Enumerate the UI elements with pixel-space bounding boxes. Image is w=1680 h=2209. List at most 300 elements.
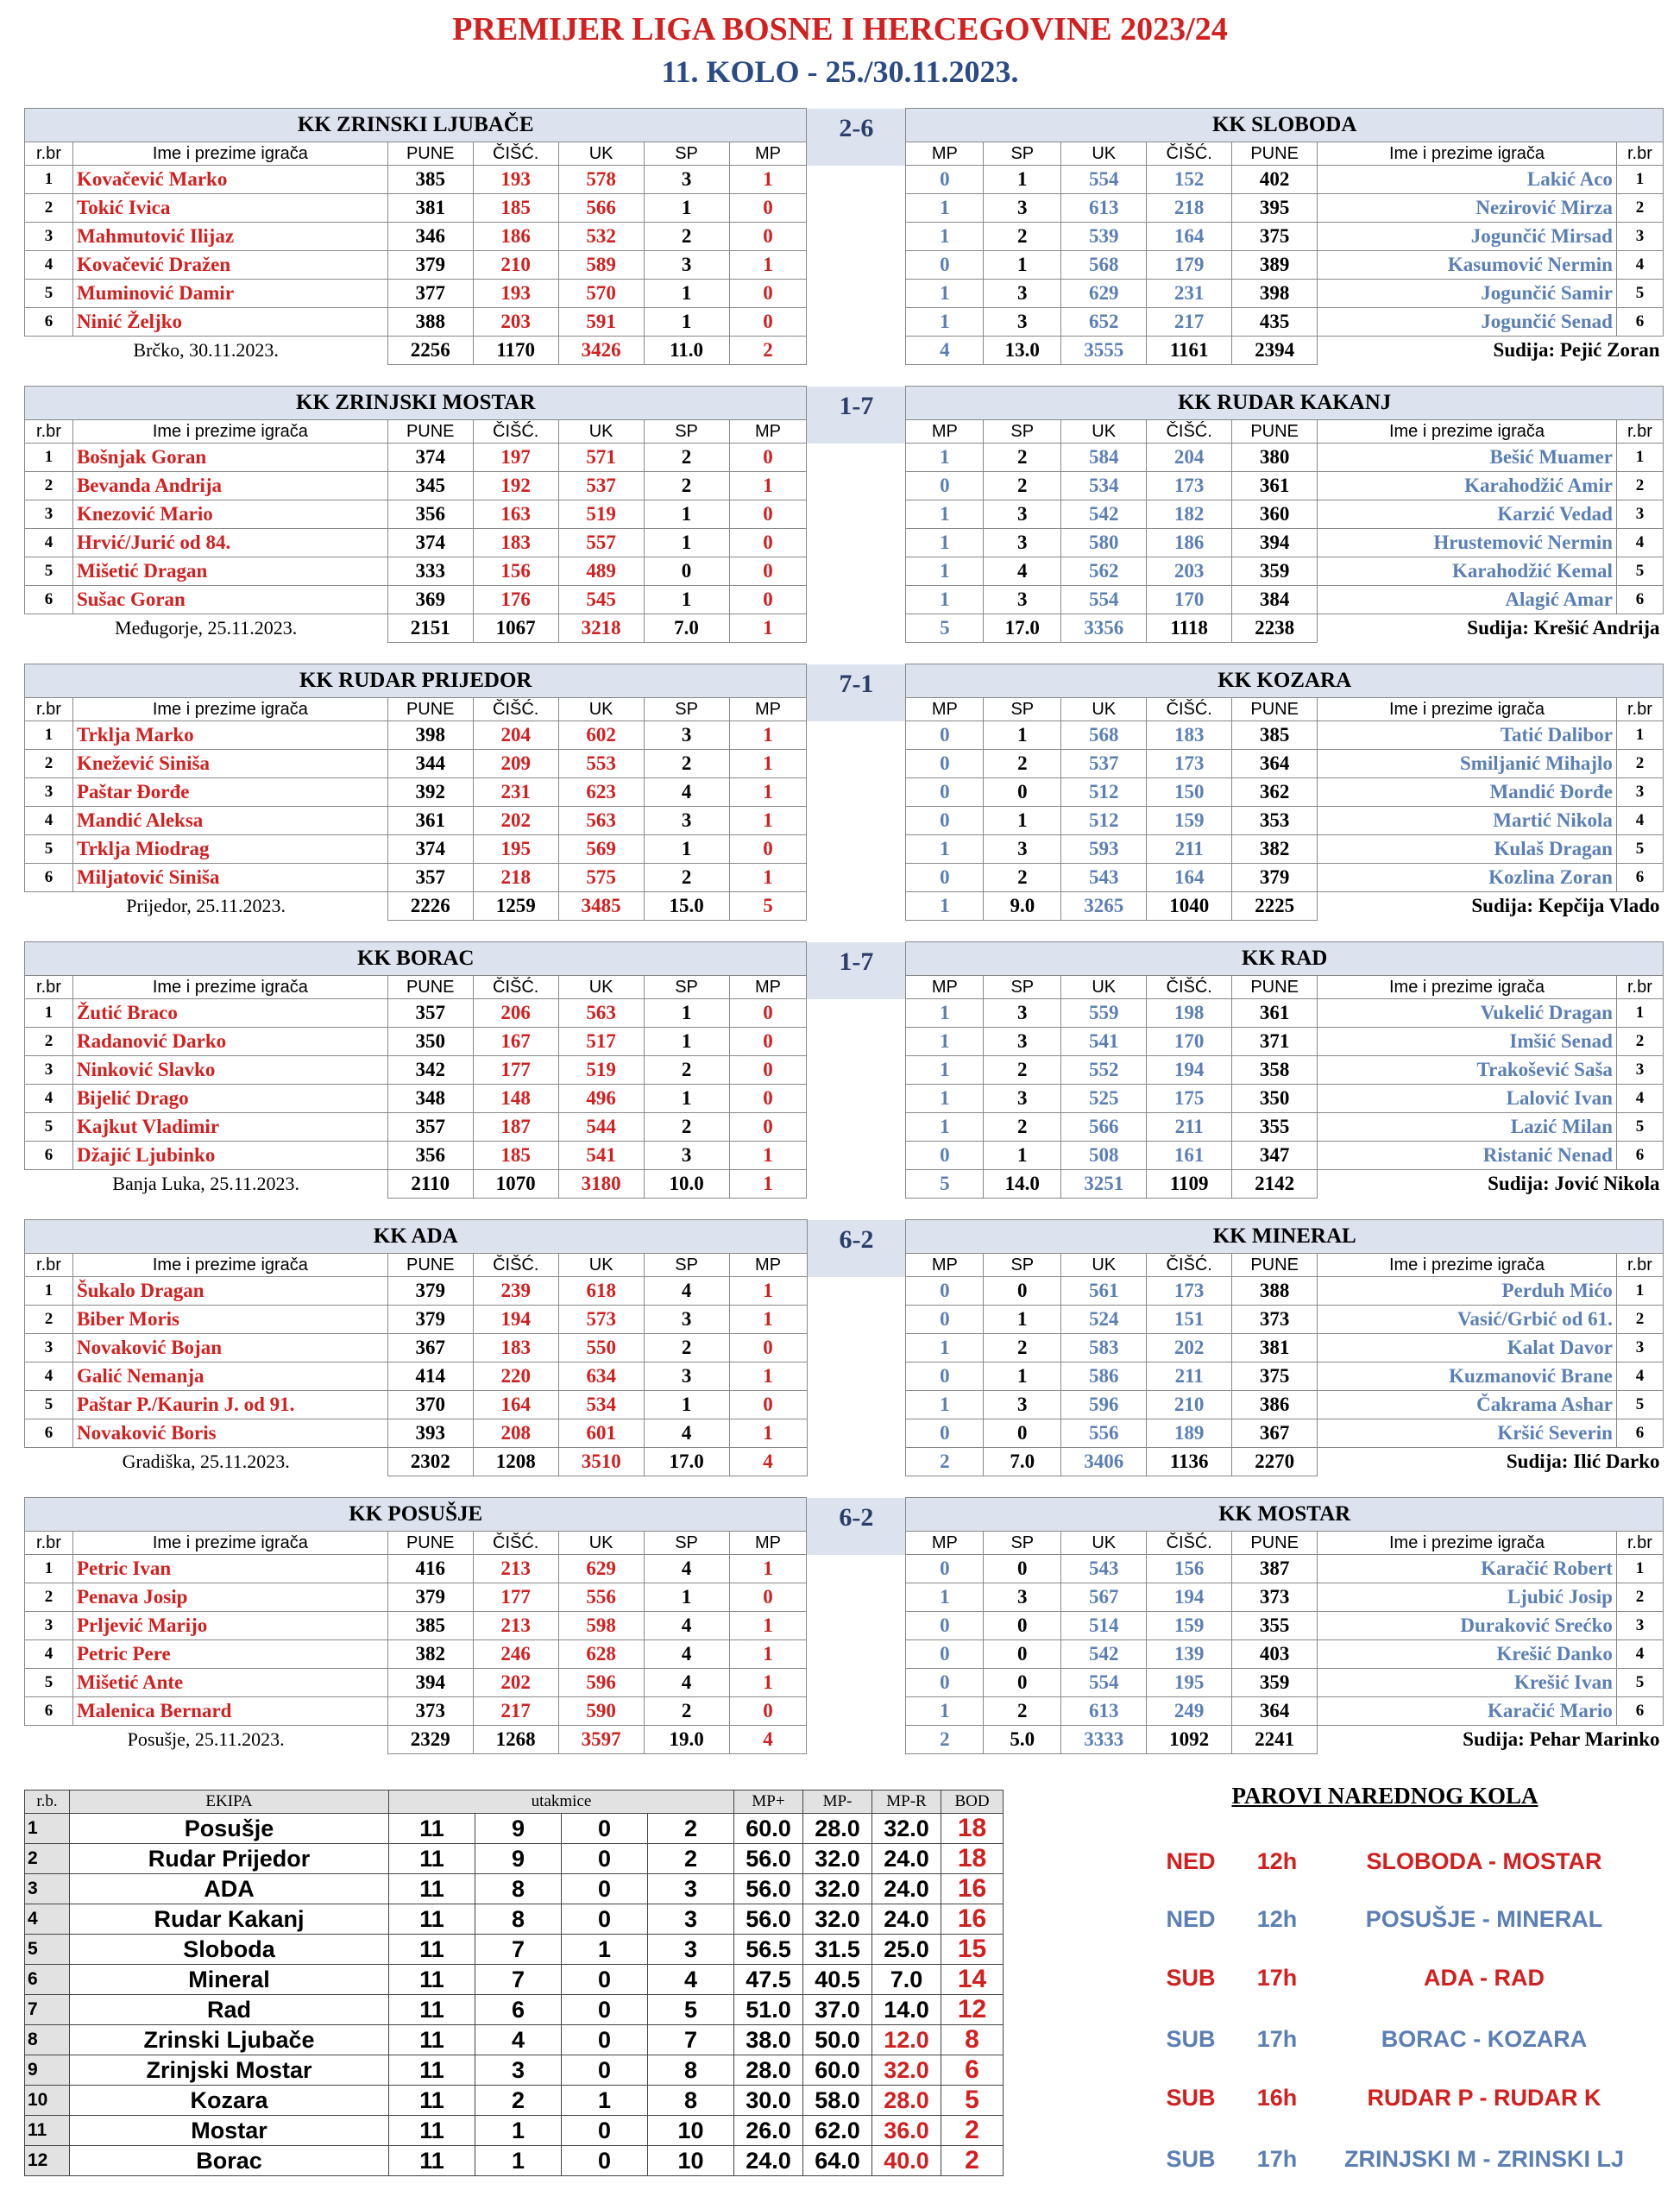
player-row	[25, 1612, 1664, 1640]
standings-rank: 9	[25, 2055, 70, 2086]
away-total-cell: 3555	[1061, 337, 1147, 365]
column-header: SP	[644, 1254, 729, 1277]
away-stat-cell: 395	[1232, 194, 1318, 223]
column-header: UK	[1061, 420, 1147, 444]
score-gap	[807, 223, 906, 251]
standings-mp-diff: 24.0	[872, 1874, 941, 1904]
standings-header: r.b.	[25, 1790, 70, 1814]
next-round-title: PAROVI NAREDNOG KOLA	[1231, 1783, 1538, 1809]
home-total-cell: 2110	[387, 1170, 473, 1199]
column-header: SP	[984, 698, 1061, 721]
column-header: MP	[906, 420, 984, 444]
standings-games-cell: 9	[475, 1844, 562, 1874]
home-stat-cell: 148	[473, 1085, 558, 1113]
column-header: ČIŠĆ.	[473, 976, 558, 999]
away-stat-cell: 353	[1232, 807, 1318, 835]
away-stat-cell: 211	[1147, 1363, 1232, 1391]
away-stat-cell: 524	[1061, 1306, 1147, 1334]
home-team-name: KK POSUŠJE	[25, 1498, 807, 1532]
column-header: Ime i prezime igrača	[72, 1532, 387, 1555]
standings-team: Sloboda	[70, 1935, 389, 1965]
away-player-name: Kozlina Zoran	[1318, 864, 1617, 892]
away-stat-cell: 0	[906, 1306, 984, 1334]
score-gap	[807, 1142, 906, 1170]
row-number: 5	[25, 280, 73, 308]
away-player-name: Martić Nikola	[1318, 807, 1617, 835]
away-stat-cell: 537	[1061, 750, 1147, 778]
home-stat-cell: 1	[729, 778, 807, 807]
player-row	[25, 1142, 1664, 1170]
row-number: 6	[1616, 864, 1663, 892]
away-stat-cell: 613	[1061, 1697, 1147, 1726]
standings-games-cell: 11	[389, 1814, 475, 1844]
home-stat-cell: 1	[644, 835, 729, 864]
away-stat-cell: 173	[1147, 472, 1232, 500]
away-player-name: Krešić Danko	[1318, 1640, 1617, 1669]
column-header: MP	[729, 1532, 807, 1555]
home-player-name: Ninić Željko	[72, 308, 387, 337]
home-stat-cell: 557	[558, 529, 644, 557]
home-stat-cell: 1	[729, 1277, 807, 1306]
score-gap	[807, 892, 906, 921]
home-stat-cell: 0	[729, 1113, 807, 1142]
home-player-name: Ninković Slavko	[72, 1056, 387, 1085]
home-stat-cell: 550	[558, 1334, 644, 1363]
away-total-cell: 1092	[1147, 1726, 1232, 1754]
home-total-cell: 3597	[558, 1726, 644, 1754]
away-stat-cell: 566	[1061, 1113, 1147, 1142]
home-stat-cell: 601	[558, 1419, 644, 1448]
column-header: r.br	[1616, 1254, 1663, 1277]
standings-row	[25, 1904, 1004, 1935]
away-stat-cell: 170	[1147, 1028, 1232, 1056]
row-number: 1	[25, 166, 73, 194]
column-header: Ime i prezime igrača	[72, 420, 387, 444]
row-number: 5	[25, 557, 73, 586]
row-number: 6	[1616, 1142, 1663, 1170]
row-number: 6	[25, 1419, 73, 1448]
pair-time: 17h	[1256, 2026, 1298, 2052]
row-number: 5	[1616, 557, 1663, 586]
away-total-cell: 3265	[1061, 892, 1147, 921]
home-stat-cell: 578	[558, 166, 644, 194]
standings-games-cell: 11	[389, 1935, 475, 1965]
home-team-name: KK ADA	[25, 1220, 808, 1254]
home-stat-cell: 3	[644, 721, 729, 750]
home-total-cell: 3510	[558, 1448, 644, 1476]
away-total-cell: 4	[906, 337, 984, 365]
home-player-name: Biber Moris	[72, 1306, 387, 1334]
home-player-name: Knezović Mario	[72, 500, 387, 529]
away-stat-cell: 554	[1061, 1669, 1147, 1697]
away-total-cell: 3333	[1061, 1726, 1147, 1754]
player-row	[25, 1555, 1664, 1583]
home-stat-cell: 393	[387, 1419, 473, 1448]
standings-mp-diff: 14.0	[872, 1995, 941, 2025]
home-stat-cell: 544	[558, 1113, 644, 1142]
away-total-cell: 13.0	[984, 337, 1061, 365]
column-header: UK	[558, 1254, 644, 1277]
away-stat-cell: 381	[1232, 1334, 1318, 1363]
next-round-panel	[1104, 1783, 1665, 2172]
row-number: 4	[1616, 807, 1663, 835]
standings-row	[25, 1995, 1004, 2025]
away-stat-cell: 0	[906, 472, 984, 500]
referee-name: Sudija: Jović Nikola	[1488, 1173, 1660, 1195]
column-header: r.br	[25, 976, 73, 999]
standings-team: Kozara	[70, 2086, 389, 2116]
home-stat-cell: 209	[473, 750, 558, 778]
standings-games-cell: 0	[562, 2055, 648, 2086]
home-stat-cell: 545	[558, 586, 644, 614]
row-number: 6	[25, 586, 73, 614]
home-stat-cell: 629	[558, 1555, 644, 1583]
home-stat-cell: 2	[644, 1334, 729, 1363]
row-number: 3	[25, 500, 73, 529]
home-stat-cell: 590	[558, 1697, 644, 1726]
pair-time: 12h	[1256, 1848, 1298, 1874]
home-stat-cell: 1	[729, 472, 807, 500]
away-total-cell: 2394	[1232, 337, 1318, 365]
home-stat-cell: 0	[729, 1028, 807, 1056]
away-stat-cell: 593	[1061, 835, 1147, 864]
away-stat-cell: 1	[984, 166, 1061, 194]
standings-games-cell: 11	[389, 2086, 475, 2116]
column-header: SP	[984, 976, 1061, 999]
player-row	[25, 835, 1664, 864]
away-player-name: Vasić/Grbić od 61.	[1318, 1306, 1617, 1334]
away-stat-cell: 373	[1232, 1583, 1318, 1612]
away-stat-cell: 512	[1061, 807, 1147, 835]
standings-games-cell: 11	[389, 1844, 475, 1874]
row-number: 1	[1616, 166, 1663, 194]
standings-mp-minus: 31.5	[803, 1935, 872, 1965]
standings-mp-diff: 24.0	[872, 1904, 941, 1935]
standings-header: BOD	[941, 1790, 1004, 1814]
home-stat-cell: 0	[729, 999, 807, 1028]
away-stat-cell: 358	[1232, 1056, 1318, 1085]
away-stat-cell: 0	[984, 778, 1061, 807]
home-stat-cell: 534	[558, 1391, 644, 1419]
referee-name: Sudija: Pejić Zoran	[1493, 339, 1660, 362]
away-stat-cell: 525	[1061, 1085, 1147, 1113]
pair-teams: RUDAR P - RUDAR K	[1367, 2085, 1601, 2111]
standings-points: 5	[941, 2086, 1004, 2116]
home-stat-cell: 1	[644, 999, 729, 1028]
column-header: PUNE	[387, 1532, 473, 1555]
home-stat-cell: 208	[473, 1419, 558, 1448]
standings-rank: 12	[25, 2146, 70, 2176]
standings-mp-plus: 26.0	[734, 2116, 803, 2146]
page-title: PREMIJER LIGA BOSNE I HERCEGOVINE 2023/24	[452, 11, 1228, 47]
away-stat-cell: 1	[906, 1113, 984, 1142]
column-header: MP	[729, 976, 807, 999]
standings-team: Zrinjski Mostar	[70, 2055, 389, 2086]
away-total-cell: 1040	[1147, 892, 1232, 921]
away-total-cell: 3251	[1061, 1170, 1147, 1199]
next-round-pair	[1104, 2146, 1665, 2181]
away-stat-cell: 508	[1061, 1142, 1147, 1170]
home-total-cell: 1	[729, 614, 807, 643]
standings-points: 18	[941, 1844, 1004, 1874]
away-stat-cell: 0	[906, 1640, 984, 1669]
away-stat-cell: 2	[984, 1697, 1061, 1726]
home-stat-cell: 2	[644, 472, 729, 500]
pair-day: NED	[1166, 1906, 1216, 1932]
standings-games-cell: 11	[389, 1904, 475, 1935]
row-number: 4	[1616, 529, 1663, 557]
home-total-cell: 15.0	[644, 892, 729, 921]
standings-games-cell: 10	[648, 2146, 734, 2176]
standings-games-cell: 11	[389, 2116, 475, 2146]
home-stat-cell: 177	[473, 1583, 558, 1612]
away-stat-cell: 1	[906, 444, 984, 472]
home-stat-cell: 202	[473, 807, 558, 835]
away-stat-cell: 0	[906, 1555, 984, 1583]
home-stat-cell: 192	[473, 472, 558, 500]
player-row	[25, 166, 1664, 194]
home-total-cell: 10.0	[644, 1170, 729, 1199]
away-stat-cell: 0	[906, 1277, 984, 1306]
row-number: 4	[25, 807, 73, 835]
home-stat-cell: 1	[644, 1583, 729, 1612]
home-stat-cell: 0	[729, 1334, 807, 1363]
home-stat-cell: 0	[644, 557, 729, 586]
away-stat-cell: 210	[1147, 1391, 1232, 1419]
away-stat-cell: 568	[1061, 251, 1147, 280]
away-stat-cell: 1	[906, 1334, 984, 1363]
next-round-pair	[1104, 2085, 1665, 2119]
home-player-name: Sušac Goran	[72, 586, 387, 614]
column-header: UK	[558, 976, 644, 999]
away-stat-cell: 552	[1061, 1056, 1147, 1085]
match-block	[24, 108, 1664, 371]
column-header: MP	[729, 698, 807, 721]
standings-mp-minus: 40.5	[803, 1965, 872, 1995]
player-row	[25, 1419, 1664, 1448]
home-stat-cell: 517	[558, 1028, 644, 1056]
row-number: 3	[25, 223, 73, 251]
standings-games-cell: 4	[648, 1965, 734, 1995]
away-stat-cell: 1	[906, 1056, 984, 1085]
home-stat-cell: 0	[729, 586, 807, 614]
page-subtitle: 11. KOLO - 25./30.11.2023.	[661, 54, 1019, 89]
away-stat-cell: 0	[984, 1277, 1061, 1306]
row-number: 3	[25, 1056, 73, 1085]
home-stat-cell: 239	[473, 1277, 558, 1306]
match-block	[24, 1219, 1664, 1482]
column-header: Ime i prezime igrača	[1318, 1532, 1617, 1555]
home-stat-cell: 532	[558, 223, 644, 251]
player-row	[25, 444, 1664, 472]
standings-games-cell: 9	[475, 1814, 562, 1844]
match-score: 6-2	[807, 1498, 906, 1555]
row-number: 4	[25, 1640, 73, 1669]
home-stat-cell: 4	[644, 1419, 729, 1448]
away-stat-cell: 371	[1232, 1028, 1318, 1056]
away-player-name: Mandić Đorđe	[1318, 778, 1617, 807]
home-stat-cell: 4	[644, 1640, 729, 1669]
pair-teams: SLOBODA - MOSTAR	[1366, 1848, 1602, 1874]
referee-name: Sudija: Pehar Marinko	[1463, 1728, 1660, 1751]
column-header: Ime i prezime igrača	[1318, 976, 1617, 999]
away-stat-cell: 0	[906, 750, 984, 778]
home-stat-cell: 385	[387, 1612, 473, 1640]
standings-games-cell: 1	[475, 2116, 562, 2146]
home-stat-cell: 1	[644, 280, 729, 308]
column-header: r.br	[1616, 1532, 1663, 1555]
away-player-name: Tatić Dalibor	[1318, 721, 1617, 750]
standings-mp-plus: 56.0	[734, 1844, 803, 1874]
standings-row	[25, 1874, 1004, 1904]
home-total-cell: 5	[729, 892, 807, 921]
standings-games-cell: 8	[648, 2086, 734, 2116]
home-stat-cell: 591	[558, 308, 644, 337]
home-stat-cell: 164	[473, 1391, 558, 1419]
home-stat-cell: 379	[387, 1277, 473, 1306]
home-stat-cell: 2	[644, 750, 729, 778]
home-stat-cell: 596	[558, 1669, 644, 1697]
away-stat-cell: 512	[1061, 778, 1147, 807]
column-header: PUNE	[387, 142, 473, 166]
away-stat-cell: 202	[1147, 1334, 1232, 1363]
standings-team: Rudar Kakanj	[70, 1904, 389, 1935]
standings-row	[25, 1844, 1004, 1874]
home-player-name: Mandić Aleksa	[72, 807, 387, 835]
away-stat-cell: 0	[984, 1419, 1061, 1448]
home-stat-cell: 193	[473, 166, 558, 194]
home-stat-cell: 246	[473, 1640, 558, 1669]
home-stat-cell: 367	[387, 1334, 473, 1363]
away-stat-cell: 156	[1147, 1555, 1232, 1583]
standings-games-cell: 8	[648, 2055, 734, 2086]
away-total-cell: 9.0	[984, 892, 1061, 921]
column-header: ČIŠĆ.	[1147, 420, 1232, 444]
home-stat-cell: 1	[729, 1419, 807, 1448]
away-player-name: Karačić Robert	[1318, 1555, 1617, 1583]
standings-mp-diff: 40.0	[872, 2146, 941, 2176]
column-header: ČIŠĆ.	[473, 698, 558, 721]
away-player-name: Karahodžić Kemal	[1318, 557, 1617, 586]
player-row	[25, 1640, 1664, 1669]
away-stat-cell: 1	[906, 223, 984, 251]
away-stat-cell: 0	[906, 1419, 984, 1448]
home-player-name: Mahmutović Ilijaz	[72, 223, 387, 251]
row-number: 1	[25, 444, 73, 472]
away-stat-cell: 2	[984, 750, 1061, 778]
home-stat-cell: 556	[558, 1583, 644, 1612]
row-number: 3	[1616, 1612, 1663, 1640]
home-stat-cell: 398	[387, 721, 473, 750]
away-player-name: Vukelić Dragan	[1318, 999, 1617, 1028]
player-row	[25, 280, 1664, 308]
column-header: UK	[558, 1532, 644, 1555]
score-gap	[807, 750, 906, 778]
away-player-name: Kalat Davor	[1318, 1334, 1617, 1363]
player-row	[25, 1697, 1664, 1726]
away-player-name: Hrustemović Nermin	[1318, 529, 1617, 557]
standings-games-cell: 10	[648, 2116, 734, 2146]
away-stat-cell: 211	[1147, 835, 1232, 864]
score-gap	[807, 194, 906, 223]
column-header: PUNE	[1232, 142, 1318, 166]
standings-mp-plus: 56.0	[734, 1904, 803, 1935]
column-header: r.br	[1616, 976, 1663, 999]
referee-name: Sudija: Kepčija Vlado	[1471, 895, 1660, 917]
away-stat-cell: 387	[1232, 1555, 1318, 1583]
standings-row	[25, 2055, 1004, 2086]
home-stat-cell: 0	[729, 500, 807, 529]
score-gap	[807, 251, 906, 280]
home-stat-cell: 388	[387, 308, 473, 337]
away-stat-cell: 350	[1232, 1085, 1318, 1113]
match-score: 2-6	[807, 109, 906, 166]
standings-team: Zrinski Ljubače	[70, 2025, 389, 2055]
player-row	[25, 308, 1664, 337]
standings-games-cell: 3	[648, 1874, 734, 1904]
away-player-name: Imšić Senad	[1318, 1028, 1617, 1056]
away-stat-cell: 0	[906, 721, 984, 750]
away-stat-cell: 539	[1061, 223, 1147, 251]
home-stat-cell: 231	[473, 778, 558, 807]
standings-games-cell: 2	[475, 2086, 562, 2116]
away-stat-cell: 0	[906, 166, 984, 194]
away-stat-cell: 542	[1061, 500, 1147, 529]
away-stat-cell: 164	[1147, 223, 1232, 251]
row-number: 1	[1616, 999, 1663, 1028]
standings-mp-plus: 51.0	[734, 1995, 803, 2025]
pair-day: SUB	[1166, 2026, 1216, 2052]
row-number: 3	[1616, 500, 1663, 529]
away-player-name: Lalović Ivan	[1318, 1085, 1617, 1113]
away-stat-cell: 2	[984, 472, 1061, 500]
column-header: MP	[906, 142, 984, 166]
home-stat-cell: 382	[387, 1640, 473, 1669]
away-stat-cell: 1	[906, 500, 984, 529]
away-stat-cell: 375	[1232, 223, 1318, 251]
home-player-name: Bošnjak Goran	[72, 444, 387, 472]
column-header: ČIŠĆ.	[1147, 142, 1232, 166]
home-stat-cell: 489	[558, 557, 644, 586]
home-stat-cell: 3	[644, 251, 729, 280]
player-row	[25, 999, 1664, 1028]
row-number: 6	[1616, 1697, 1663, 1726]
standings-games-cell: 4	[475, 2025, 562, 2055]
away-stat-cell: 373	[1232, 1306, 1318, 1334]
standings-team: Mineral	[70, 1965, 389, 1995]
away-stat-cell: 398	[1232, 280, 1318, 308]
standings-team: Borac	[70, 2146, 389, 2176]
standings-mp-minus: 32.0	[803, 1844, 872, 1874]
home-stat-cell: 394	[387, 1669, 473, 1697]
home-stat-cell: 3	[644, 166, 729, 194]
row-number: 5	[25, 1113, 73, 1142]
home-total-cell: 2302	[387, 1448, 473, 1476]
away-stat-cell: 561	[1061, 1277, 1147, 1306]
home-stat-cell: 163	[473, 500, 558, 529]
away-stat-cell: 3	[984, 1391, 1061, 1419]
away-stat-cell: 541	[1061, 1028, 1147, 1056]
home-player-name: Novaković Bojan	[72, 1334, 387, 1363]
away-stat-cell: 3	[984, 1028, 1061, 1056]
away-total-cell: 3406	[1061, 1448, 1147, 1476]
standings-row	[25, 2146, 1004, 2176]
player-row	[25, 1363, 1664, 1391]
home-stat-cell: 344	[387, 750, 473, 778]
away-stat-cell: 194	[1147, 1056, 1232, 1085]
standings-points: 6	[941, 2055, 1004, 2086]
pair-day: NED	[1166, 1848, 1216, 1874]
